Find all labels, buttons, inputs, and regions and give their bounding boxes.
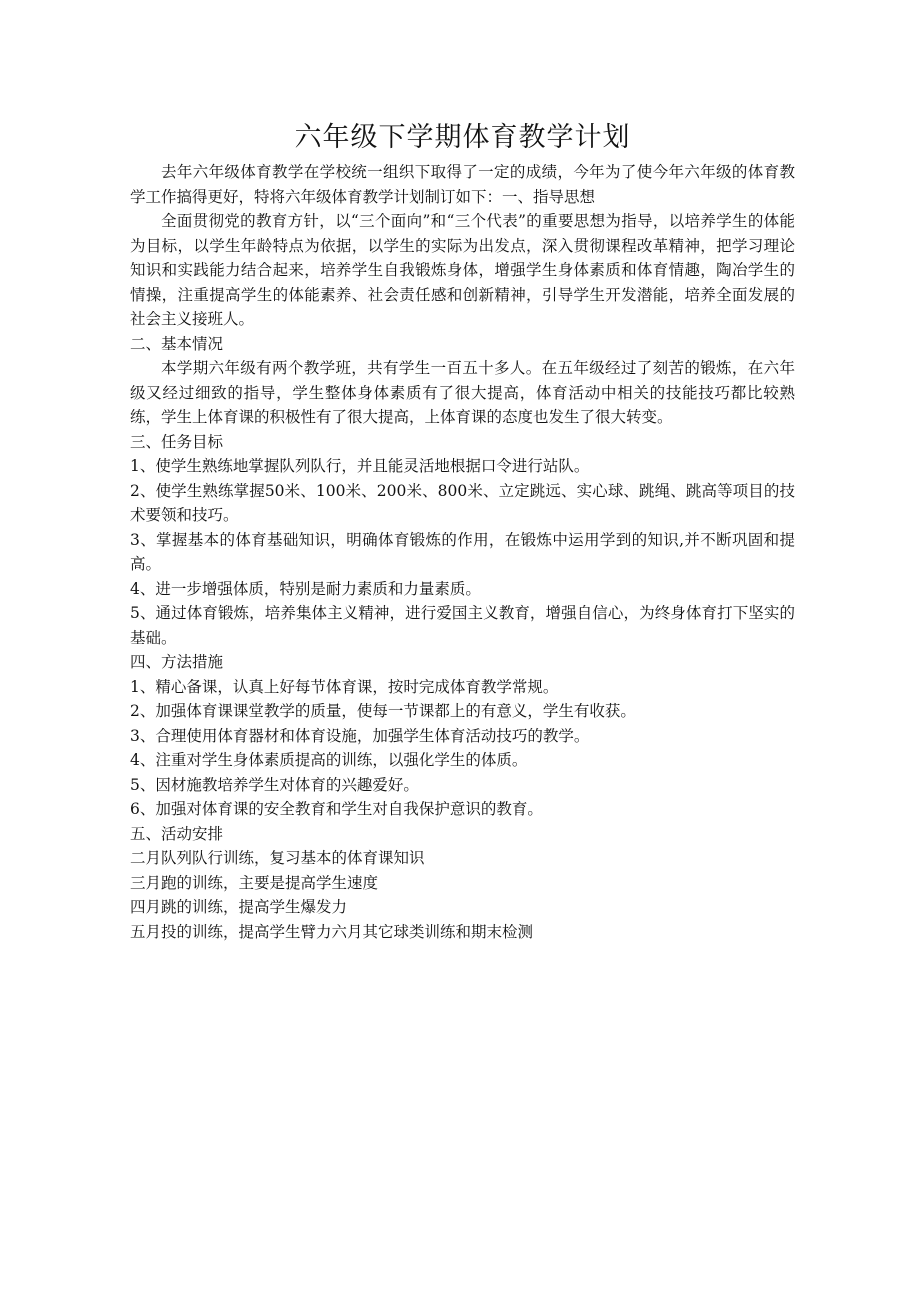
measure-item: 2、加强体育课课堂教学的质量，使每一节课都上的有意义，学生有收获。 bbox=[130, 702, 636, 720]
measure-item: 1、精心备课，认真上好每节体育课，按时完成体育教学常规。 bbox=[130, 677, 559, 696]
goal-item: 4、进一步增强体质，特别是耐力素质和力量素质。 bbox=[130, 579, 481, 598]
basic-situation-paragraph: 本学期六年级有两个教学班，共有学生一百五十多人。在五年级经过了刻苦的锻炼，在六年级又经过细致的指导，学生整体身体素质有了很大提高，体育活动中相关的技能技巧都比较熟练，学生上体育课的积极性有了很大提高，上体育课的态度也发生了很大转变。 bbox=[130, 359, 795, 426]
schedule-item: 二月队列队行训练，复习基本的体育课知识 bbox=[130, 849, 425, 867]
section-heading-basic-situation: 二、基本情况 bbox=[130, 334, 224, 353]
goal-item: 3、掌握基本的体育基础知识，明确体育锻炼的作用，在锻炼中运用学到的知识,并不断巩固和提高。 bbox=[130, 530, 795, 573]
document-page bbox=[130, 118, 795, 944]
measure-item: 4、注重对学生身体素质提高的训练，以强化学生的体质。 bbox=[130, 751, 528, 769]
section-heading-methods: 四、方法措施 bbox=[130, 653, 224, 671]
document-title: 六年级下学期体育教学计划 bbox=[294, 122, 631, 153]
section-heading-task-goals: 三、任务目标 bbox=[130, 432, 224, 451]
goal-item: 5、通过体育锻炼，培养集体主义精神，进行爱国主义教育，增强自信心，为终身体育打下坚实的基础。 bbox=[130, 604, 795, 647]
schedule-item: 四月跳的训练，提高学生爆发力 bbox=[130, 898, 348, 916]
measure-item: 6、加强对体育课的安全教育和学生对自我保护意识的教育。 bbox=[130, 800, 543, 818]
schedule-item: 三月跑的训练，主要是提高学生速度 bbox=[130, 873, 379, 892]
intro-paragraph: 去年六年级体育教学在学校统一组织下取得了一定的成绩，今年为了使今年六年级的体育教学工作搞得更好，特将六年级体育教学计划制订如下：一、指导思想 bbox=[130, 163, 795, 206]
goal-item: 2、使学生熟练掌握50米、100米、200米、800米、立定跳远、实心球、跳绳、跳高等项目的技术要领和技巧。 bbox=[130, 481, 795, 524]
measure-item: 5、因材施教培养学生对体育的兴趣爱好。 bbox=[130, 775, 419, 794]
schedule-item: 五月投的训练，提高学生臂力六月其它球类训练和期末检测 bbox=[130, 922, 534, 941]
guiding-thought-paragraph: 全面贯彻党的教育方针，以“三个面向”和“三个代表”的重要思想为指导，以培养学生的体能为目标，以学生年龄特点为依据，以学生的实际为出发点，深入贯彻课程改革精神，把学习理论知识和实践能力结合起来，培养学生自我锻炼身体，增强学生身体素质和体育情趣，陶冶学生的情操，注重提高学生的体能素养、社会责任感和创新精神，引导学生开发潜能，培养全面发展的社会主义接班人。 bbox=[130, 212, 795, 328]
section-heading-schedule: 五、活动安排 bbox=[130, 824, 224, 843]
goal-item: 1、使学生熟练地掌握队列队行，并且能灵活地根据口令进行站队。 bbox=[130, 457, 590, 475]
measure-item: 3、合理使用体育器材和体育设施，加强学生体育活动技巧的教学。 bbox=[130, 726, 590, 745]
